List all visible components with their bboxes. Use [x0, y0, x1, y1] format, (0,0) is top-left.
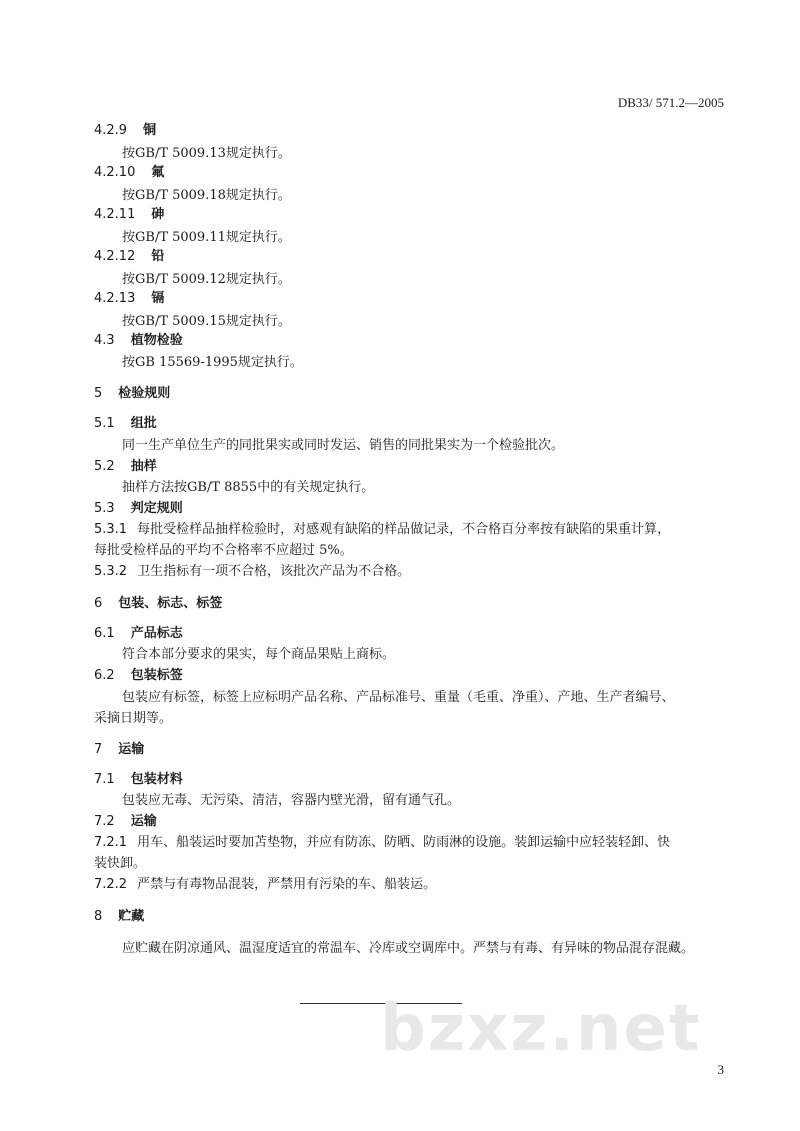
clause-text: 包装应无毒、无污染、清洁，容器内壁光滑，留有通气孔。	[122, 793, 461, 808]
clause-text: 同一生产单位生产的同批果实或同时发运、销售的同批果实为一个检验批次。	[122, 438, 565, 453]
clause-heading: 5.2 抽样	[94, 459, 157, 474]
clause-text: 5.3.1 每批受检样品抽样检验时，对感观有缺陷的样品做记录，不合格百分率按有缺陷的果重计算，	[94, 522, 671, 537]
clause-heading: 4.2.12 铅	[94, 249, 165, 264]
clause-text-continued: 装快卸。	[94, 856, 147, 871]
clause-text: 应贮藏在阴凉通风、温湿度适宜的常温车、冷库或空调库中。严禁与有毒、有异味的物品混存混藏。	[122, 941, 695, 956]
clause-text: 抽样方法按GB/T 8855中的有关规定执行。	[122, 480, 375, 495]
clause-heading: 7.1 包装材料	[94, 772, 183, 787]
clause-text: 7.2.2 严禁与有毒物品混装，严禁用有污染的车、船装运。	[94, 877, 437, 892]
clause-text: 按GB 15569-1995规定执行。	[122, 355, 303, 370]
section-heading: 5 检验规则	[94, 386, 171, 401]
watermark: bzxz.net	[380, 992, 702, 1066]
clause-text: 按GB/T 5009.18规定执行。	[122, 188, 291, 203]
section-heading: 7 运输	[94, 742, 145, 757]
clause-heading: 6.1 产品标志	[94, 626, 183, 641]
clause-heading: 4.3 植物检验	[94, 333, 183, 348]
clause-heading: 6.2 包装标签	[94, 668, 183, 683]
clause-text: 按GB/T 5009.12规定执行。	[122, 272, 291, 287]
clause-text: 符合本部分要求的果实，每个商品果贴上商标。	[122, 647, 396, 662]
clause-heading: 4.2.10 氟	[94, 165, 165, 180]
clause-text: 包装应有标签，标签上应标明产品名称、产品标准号、重量（毛重、净重）、产地、生产者编号、	[122, 690, 675, 705]
clause-heading: 7.2 运输	[94, 814, 157, 829]
clause-text-continued: 采摘日期等。	[94, 711, 173, 726]
clause-heading: 4.2.9 铜	[94, 123, 157, 138]
clause-text: 按GB/T 5009.11规定执行。	[122, 230, 291, 245]
clause-text-continued: 每批受检样品的平均不合格率不应超过 5%。	[94, 543, 353, 558]
section-heading: 6 包装、标志、标签	[94, 596, 223, 611]
clause-text: 按GB/T 5009.15规定执行。	[122, 314, 291, 329]
page-number: 3	[717, 1062, 724, 1077]
clause-text: 5.3.2 卫生指标有一项不合格，该批次产品为不合格。	[94, 564, 411, 579]
clause-text: 按GB/T 5009.13规定执行。	[122, 146, 291, 161]
clause-heading: 5.3 判定规则	[94, 501, 183, 516]
clause-heading: 4.2.11 砷	[94, 207, 165, 222]
section-heading: 8 贮藏	[94, 909, 145, 924]
clause-text: 7.2.1 用车、船装运时要加苫垫物，并应有防冻、防晒、防雨淋的设施。装卸运输中应轻装轻卸、快	[94, 835, 671, 850]
clause-heading: 4.2.13 镉	[94, 291, 165, 306]
clause-heading: 5.1 组批	[94, 416, 157, 431]
document-id: DB33/ 571.2—2005	[617, 95, 724, 110]
